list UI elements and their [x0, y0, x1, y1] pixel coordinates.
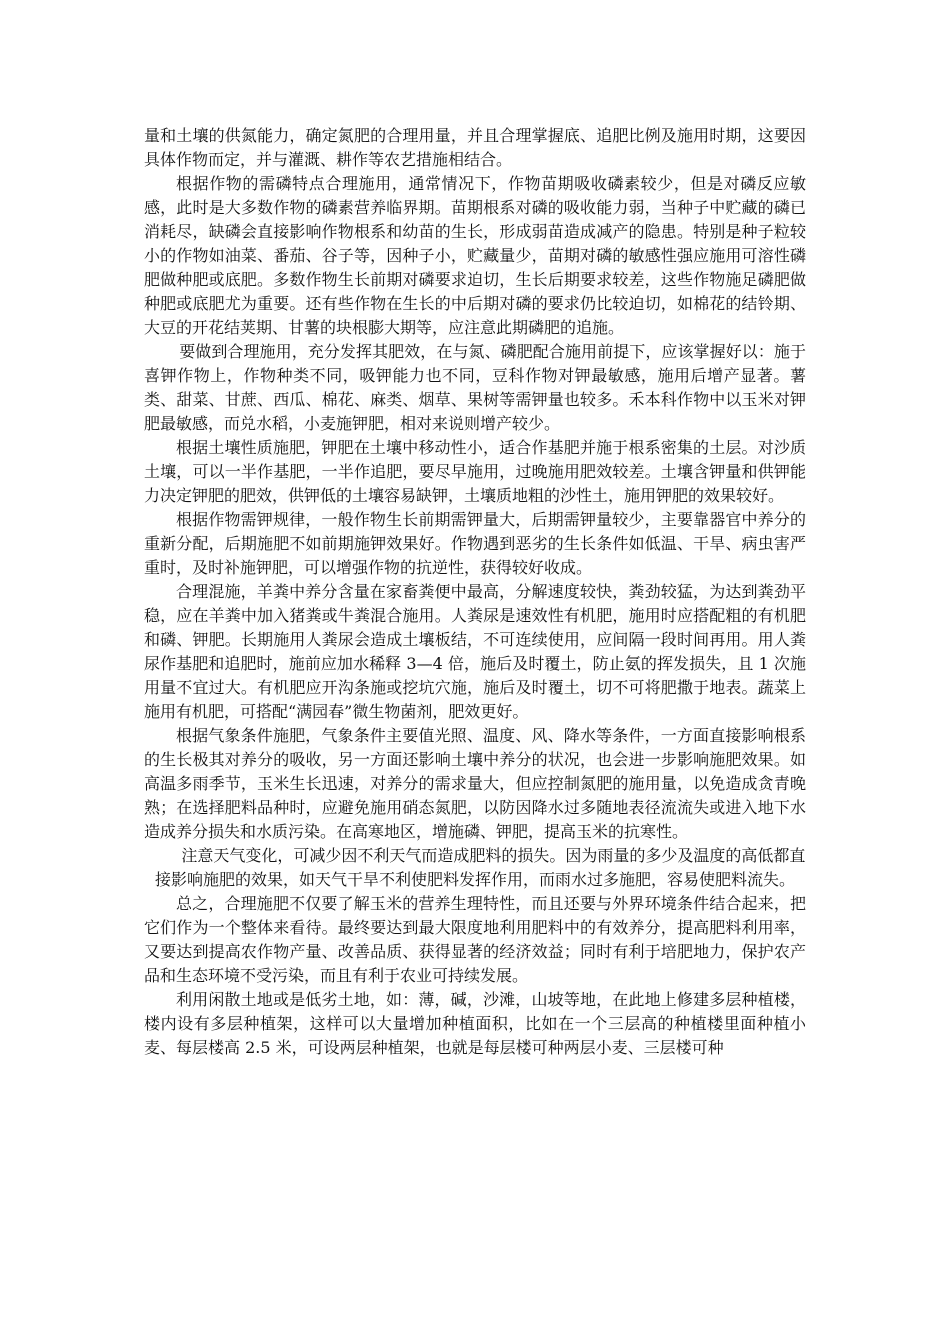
paragraph-multilayer-planting: 利用闲散土地或是低劣土地，如：薄，碱，沙滩，山坡等地，在此地上修建多层种植楼，楼内设有多层种植架，这样可以大量增加种植面积，比如在一个三层高的种植楼里面种植小麦、每层楼高 2.5 米，可设两层种植架，也就是每层楼可种两层小麦、三层楼可种: [144, 990, 806, 1057]
paragraph-potassium-intro: 要做到合理施用，充分发挥其肥效，在与氮、磷肥配合施用前提下，应该掌握好以：施于喜钾作物上，作物种类不同，吸钾能力也不同，豆科作物对钾最敏感，施用后增产显著。薯类、甜菜、甘蔗、西瓜、棉花、麻类、烟草、果树等需钾量也较多。禾本科作物中以玉米对钾肥最敏感，而兑水稻，小麦施钾肥，相对来说则增产较少。: [144, 342, 806, 433]
paragraph-weather-changes: 注意天气变化，可减少因不利天气而造成肥料的损失。因为雨量的多少及温度的高低都直接影响施肥的效果，如天气干旱不利使肥料发挥作用，而雨水过多施肥，容易使肥料流失。: [154, 846, 806, 889]
paragraph-potassium-needs: 根据作物需钾规律，一般作物生长前期需钾量大，后期需钾量较少，主要靠器官中养分的重新分配，后期施肥不如前期施钾效果好。作物遇到恶劣的生长条件如低温、干旱、病虫害严重时，及时补施钾肥，可以增强作物的抗逆性，获得较好收成。: [144, 510, 806, 577]
paragraph-summary: 总之，合理施肥不仅要了解玉米的营养生理特性，而且还要与外界环境条件结合起来，把它们作为一个整体来看待。最终要达到最大限度地利用肥料中的有效养分，提高肥料利用率，又要达到提高农作物产量、改善品质、获得显著的经济效益；同时有利于培肥地力，保护农产品和生态环境不受污染，而且有利于农业可持续发展。: [144, 894, 806, 985]
paragraph-mixed-application: 合理混施，羊粪中养分含量在家畜粪便中最高，分解速度较快，粪劲较猛，为达到粪劲平稳，应在羊粪中加入猪粪或牛粪混合施用。人粪尿是速效性有机肥，施用时应搭配粗的有机肥和磷、钾肥。长期施用人粪尿会造成土壤板结，不可连续使用，应间隔一段时间再用。用人粪尿作基肥和追肥时，施前应加水稀释 3—4 倍，施后及时覆土，防止氨的挥发损失，且 1 次施用量不宜过大。有机肥应开沟条施或挖坑穴施，施后及时覆土，切不可将肥撒于地表。蔬菜上施用有机肥，可搭配“满园春”微生物菌剂，肥效更好。: [144, 582, 806, 721]
document-page: [144, 124, 806, 1060]
paragraph-nitrogen-continued: 量和土壤的供氮能力，确定氮肥的合理用量，并且合理掌握底、追肥比例及施用时期，这要因具体作物而定，并与灌溉、耕作等农艺措施相结合。: [144, 126, 806, 169]
paragraph-soil-properties: 根据土壤性质施肥，钾肥在土壤中移动性小，适合作基肥并施于根系密集的土层。对沙质土壤，可以一半作基肥，一半作追肥，要尽早施用，过晚施用肥效较差。土壤含钾量和供钾能力决定钾肥的肥效，供钾低的土壤容易缺钾，土壤质地粗的沙性土，施用钾肥的效果较好。: [144, 438, 806, 505]
paragraph-phosphorus: 根据作物的需磷特点合理施用，通常情况下，作物苗期吸收磷素较少，但是对磷反应敏感，此时是大多数作物的磷素营养临界期。苗期根系对磷的吸收能力弱，当种子中贮藏的磷已消耗尽，缺磷会直接影响作物根系和幼苗的生长，形成弱苗造成减产的隐患。特别是种子粒较小的作物如油菜、番茄、谷子等，因种子小，贮藏量少，苗期对磷的敏感性强应施用可溶性磷肥做种肥或底肥。多数作物生长前期对磷要求迫切，生长后期要求较差，这些作物施足磷肥做种肥或底肥尤为重要。还有些作物在生长的中后期对磷的要求仍比较迫切，如棉花的结铃期、大豆的开花结荚期、甘薯的块根膨大期等，应注意此期磷肥的追施。: [144, 174, 806, 337]
paragraph-weather-conditions: 根据气象条件施肥，气象条件主要值光照、温度、风、降水等条件，一方面直接影响根系的生长极其对养分的吸收，另一方面还影响土壤中养分的状况，也会进一步影响施肥效果。如高温多雨季节，玉米生长迅速，对养分的需求量大，但应控制氮肥的施用量，以免造成贪青晚熟；在选择肥料品种时，应避免施用硝态氮肥，以防因降水过多随地表径流流失或进入地下水造成养分损失和水质污染。在高寒地区，增施磷、钾肥，提高玉米的抗寒性。: [144, 726, 806, 841]
